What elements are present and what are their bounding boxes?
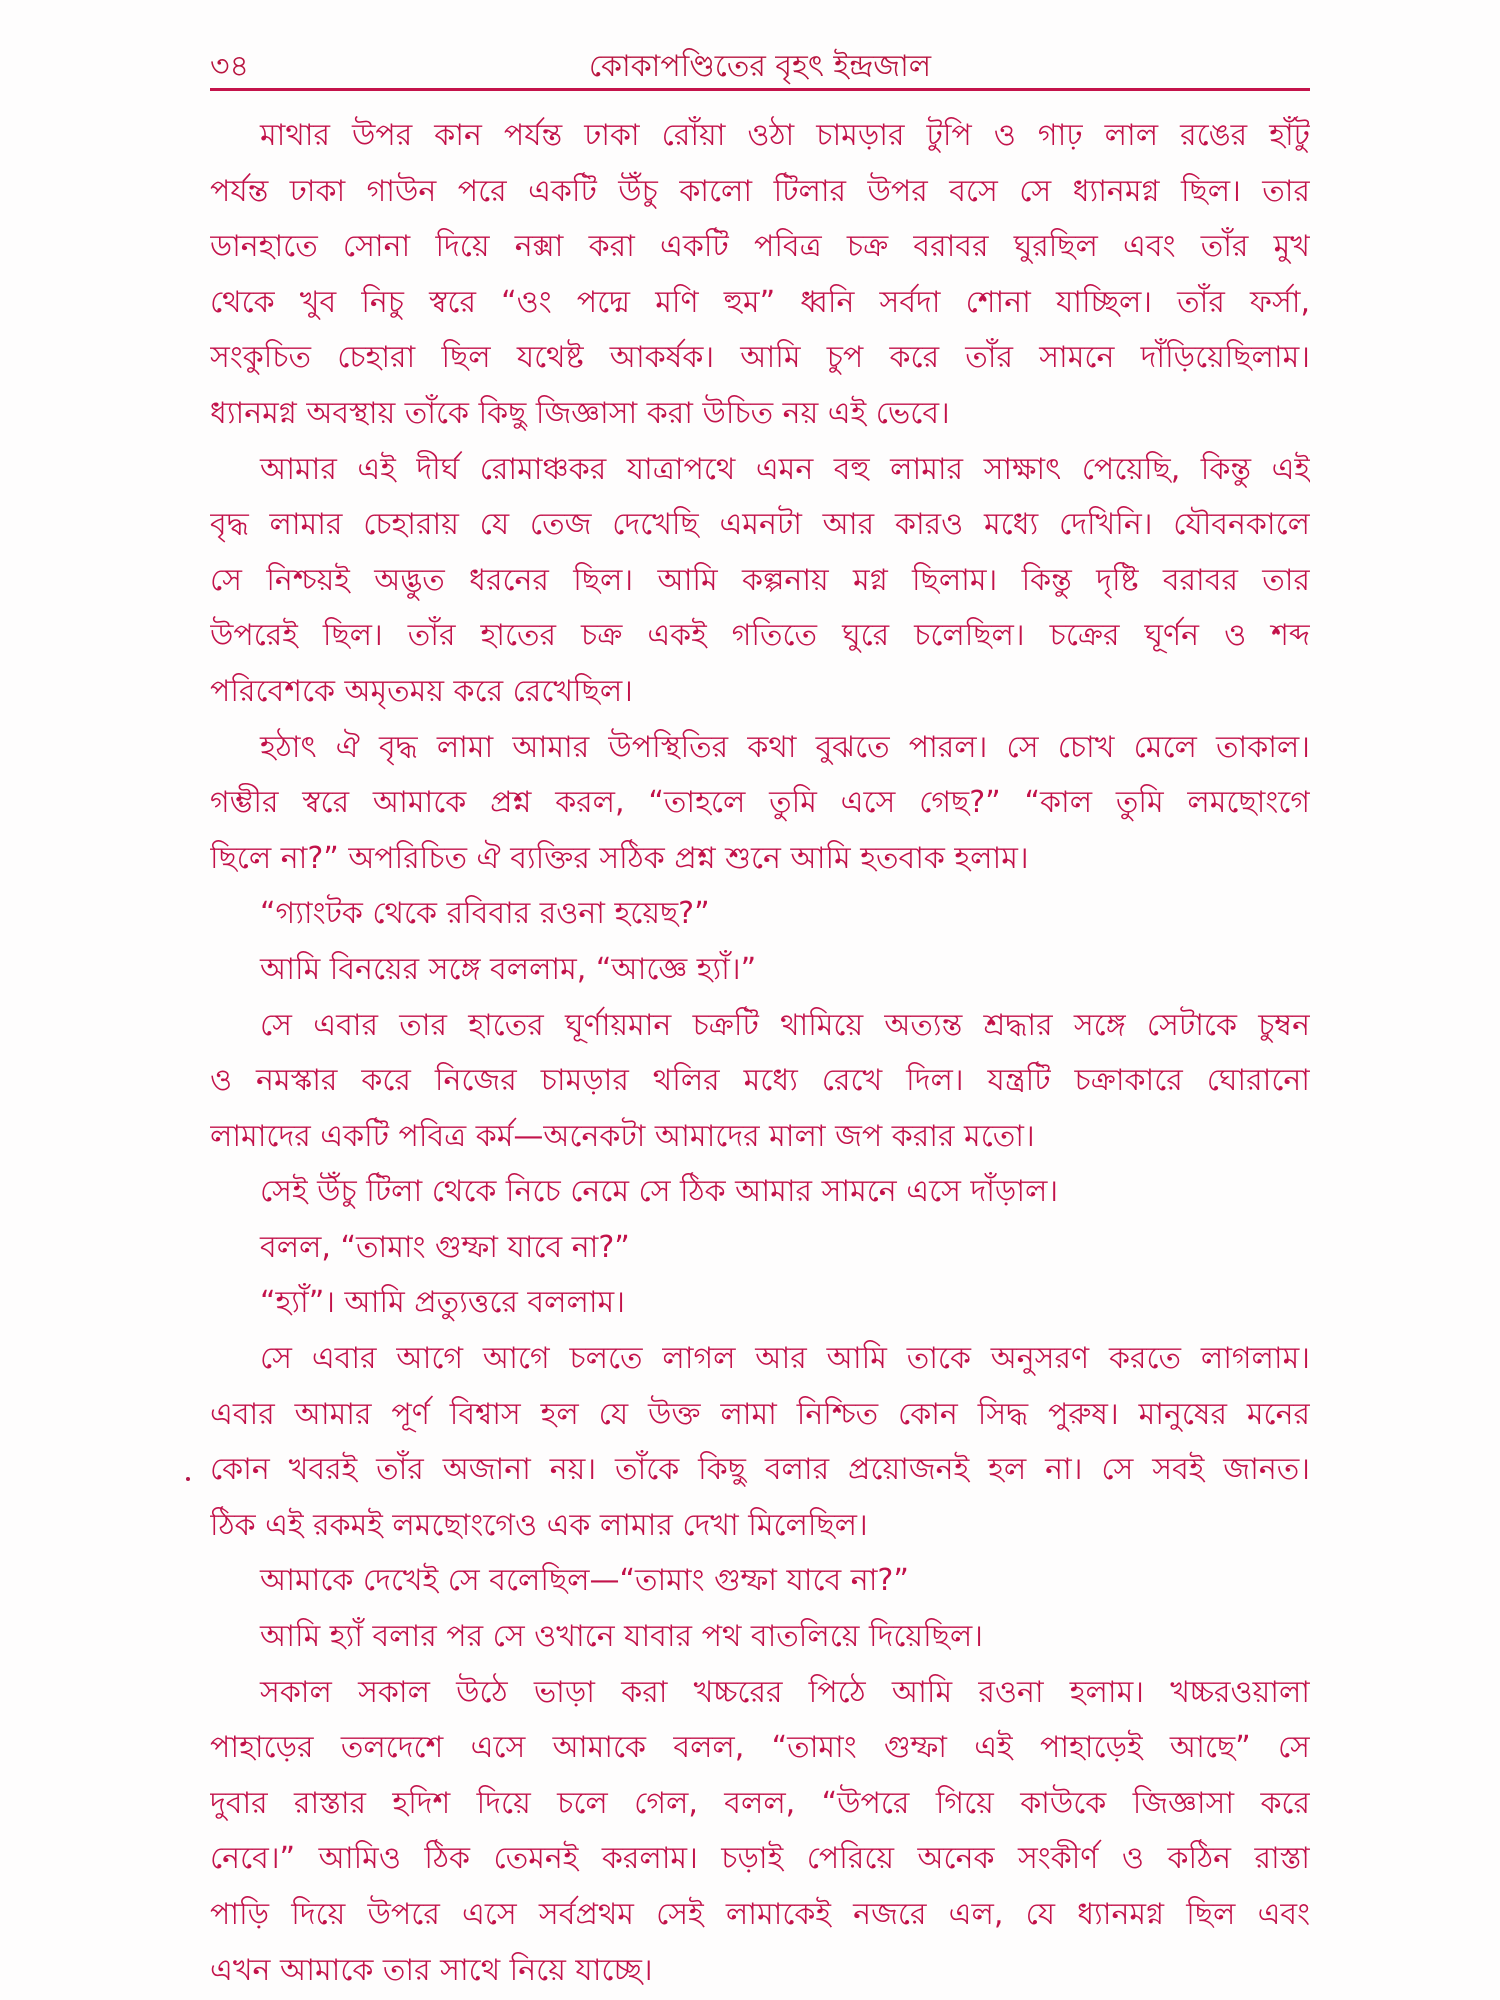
body-text [210, 108, 1310, 1998]
text-line: সে নিশ্চয়ই অদ্ভুত ধরনের ছিল। আমি কল্পনায় মগ্ন ছিলাম। কিন্তু দৃষ্টি বরাবর তার [210, 562, 1310, 598]
text-line: লামাদের একটি পবিত্র কর্ম—অনেকটা আমাদের মালা জপ করার মতো। [210, 1118, 1035, 1154]
text-line: এখন আমাকে তার সাথে নিয়ে যাচ্ছে। [210, 1952, 653, 1988]
text-line: আমার এই দীর্ঘ রোমাঞ্চকর যাত্রাপথে এমন বহু লামার সাক্ষাৎ পেয়েছি, কিন্তু এই [260, 451, 1310, 487]
text-line: ছিলে না?” অপরিচিত ঐ ব্যক্তির সঠিক প্রশ্ন শুনে আমি হতবাক হলাম। [210, 840, 1029, 876]
text-line: বলল, “তামাং গুম্ফা যাবে না?” [260, 1229, 630, 1265]
text-line: নেবে।” আমিও ঠিক তেমনই করলাম। চড়াই পেরিয়ে অনেক সংকীর্ণ ও কঠিন রাস্তা [210, 1841, 1310, 1877]
text-line: সে এবার আগে আগে চলতে লাগল আর আমি তাকে অনুসরণ করতে লাগলাম। [260, 1341, 1310, 1377]
page-number: ৩৪ [210, 49, 249, 84]
ink-speck [186, 1477, 190, 1481]
text-line: আমাকে দেখেই সে বলেছিল—“তামাং গুম্ফা যাবে না?” [260, 1563, 909, 1599]
running-title: কোকাপণ্ডিতের বৃহৎ ইন্দ্রজাল [588, 49, 932, 84]
text-line: কোন খবরই তাঁর অজানা নয়। তাঁকে কিছু বলার প্রয়োজনই হল না। সে সবই জানত। [210, 1452, 1310, 1488]
text-line: সেই উঁচু টিলা থেকে নিচে নেমে সে ঠিক আমার সামনে এসে দাঁড়াল। [260, 1174, 1059, 1210]
text-line: পাহাড়ের তলদেশে এসে আমাকে বলল, “তামাং গুম্ফা এই পাহাড়েই আছে” সে [210, 1730, 1310, 1766]
text-line: মাথার উপর কান পর্যন্ত ঢাকা রোঁয়া ওঠা চামড়ার টুপি ও গাঢ় লাল রঙের হাঁটু [260, 118, 1310, 153]
text-line: সে এবার তার হাতের ঘূর্ণায়মান চক্রটি থামিয়ে অত্যন্ত শ্রদ্ধার সঙ্গে সেটাকে চুম্বন [260, 1007, 1310, 1043]
text-line: গম্ভীর স্বরে আমাকে প্রশ্ন করল, “তাহলে তুমি এসে গেছ?” “কাল তুমি লমছোংগে [210, 785, 1310, 821]
text-line: ডানহাতে সোনা দিয়ে নক্সা করা একটি পবিত্র চক্র বরাবর ঘুরছিল এবং তাঁর মুখ [210, 229, 1310, 265]
text-line: হঠাৎ ঐ বৃদ্ধ লামা আমার উপস্থিতির কথা বুঝতে পারল। সে চোখ মেলে তাকাল। [260, 729, 1310, 765]
text-line: পাড়ি দিয়ে উপরে এসে সর্বপ্রথম সেই লামাকেই নজরে এল, যে ধ্যানমগ্ন ছিল এবং [210, 1897, 1310, 1932]
text-line: আমি বিনয়ের সঙ্গে বললাম, “আজ্ঞে হ্যাঁ।” [260, 951, 757, 987]
text-line: পরিবেশকে অমৃতময় করে রেখেছিল। [210, 673, 633, 709]
text-line: ও নমস্কার করে নিজের চামড়ার থলির মধ্যে রেখে দিল। যন্ত্রটি চক্রাকারে ঘোরানো [210, 1063, 1310, 1099]
text-line: দুবার রাস্তার হদিশ দিয়ে চলে গেল, বলল, “উপরে গিয়ে কাউকে জিজ্ঞাসা করে [210, 1785, 1310, 1821]
text-line: আমি হ্যাঁ বলার পর সে ওখানে যাবার পথ বাতলিয়ে দিয়েছিল। [260, 1619, 983, 1655]
header-rule [210, 88, 1310, 91]
text-line: পর্যন্ত ঢাকা গাউন পরে একটি উঁচু কালো টিলার উপর বসে সে ধ্যানমগ্ন ছিল। তার [210, 173, 1310, 209]
text-line: উপরেই ছিল। তাঁর হাতের চক্র একই গতিতে ঘুরে চলেছিল। চক্রের ঘূর্ণন ও শব্দ [210, 618, 1310, 654]
text-line: ধ্যানমগ্ন অবস্থায় তাঁকে কিছু জিজ্ঞাসা করা উচিত নয় এই ভেবে। [210, 395, 950, 431]
text-line: “গ্যাংটক থেকে রবিবার রওনা হয়েছ?” [260, 896, 710, 932]
text-line: এবার আমার পূর্ণ বিশ্বাস হল যে উক্ত লামা নিশ্চিত কোন সিদ্ধ পুরুষ। মানুষের মনের [210, 1396, 1310, 1432]
text-line: থেকে খুব নিচু স্বরে “ওং পদ্মে মণি হুম” ধ্বনি সর্বদা শোনা যাচ্ছিল। তাঁর ফর্সা, [210, 284, 1310, 320]
text-line: “হ্যাঁ”। আমি প্রত্যুত্তরে বললাম। [260, 1285, 625, 1321]
text-line: ঠিক এই রকমই লমছোংগেও এক লামার দেখা মিলেছিল। [210, 1507, 868, 1543]
running-head [210, 38, 1310, 88]
text-line: সকাল সকাল উঠে ভাড়া করা খচ্চরের পিঠে আমি রওনা হলাম। খচ্চরওয়ালা [260, 1674, 1310, 1710]
text-line: বৃদ্ধ লামার চেহারায় যে তেজ দেখেছি এমনটা আর কারও মধ্যে দেখিনি। যৌবনকালে [210, 507, 1310, 543]
text-line: সংকুচিত চেহারা ছিল যথেষ্ট আকর্ষক। আমি চুপ করে তাঁর সামনে দাঁড়িয়েছিলাম। [210, 340, 1310, 376]
